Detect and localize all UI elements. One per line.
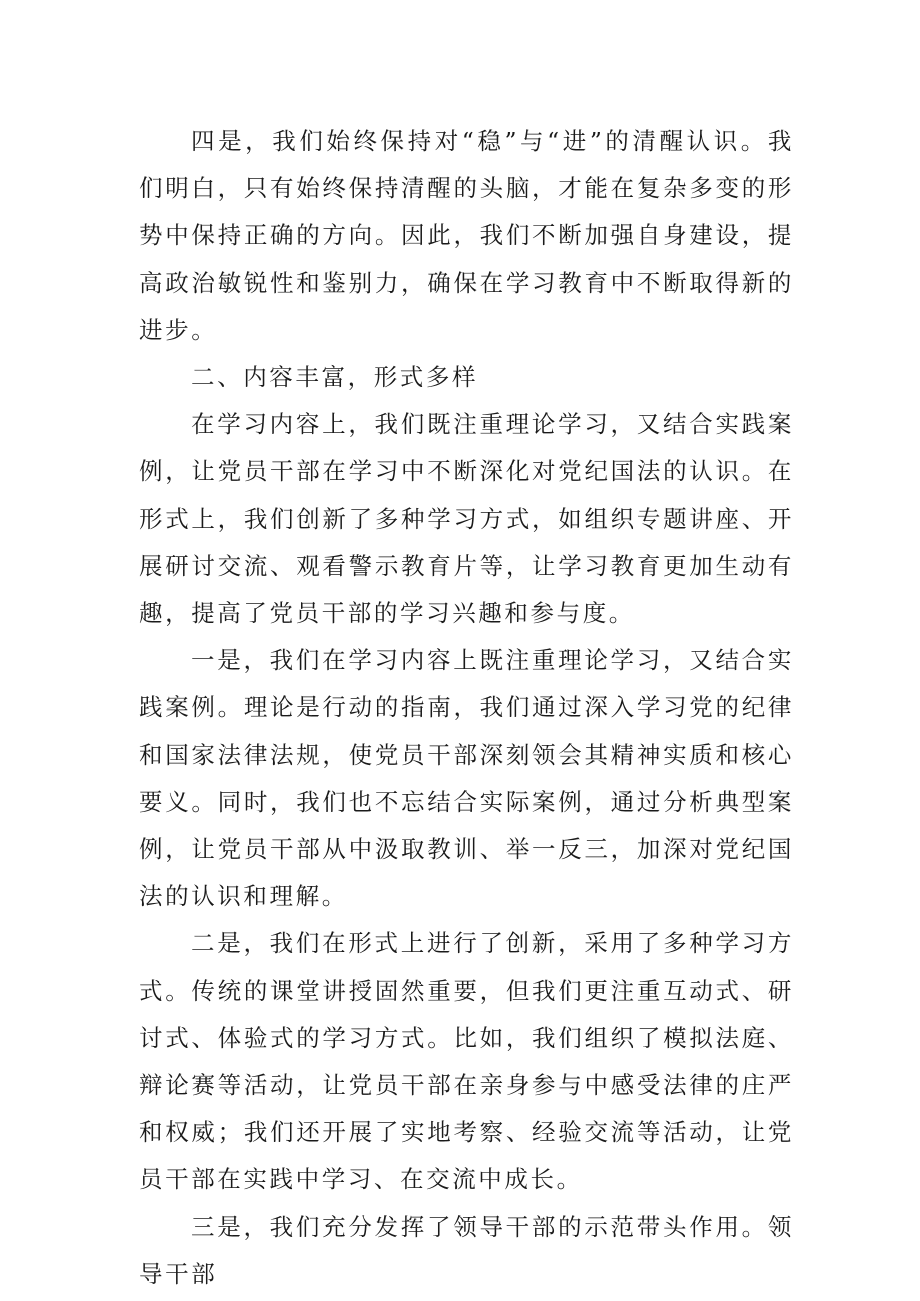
paragraph-section-two-intro: 在学习内容上，我们既注重理论学习，又结合实践案例，让党员干部在学习中不断深化对党纪国法的认识。在形式上，我们创新了多种学习方式，如组织专题讲座、开展研讨交流、观看警示教育片等，让学习教育更加生动有趣，提高了党员干部的学习兴趣和参与度。 bbox=[139, 410, 794, 628]
paragraph-point-two: 二是，我们在形式上进行了创新，采用了多种学习方式。传统的课堂讲授固然重要，但我们更注重互动式、研讨式、体验式的学习方式。比如，我们组织了模拟法庭、辩论赛等活动，让党员干部在亲身参与中感受法律的庄严和权威；我们还开展了实地考察、经验交流等活动，让党员干部在实践中学习、在交流中成长。 bbox=[139, 929, 794, 1194]
document-body bbox=[139, 118, 794, 1298]
paragraph-point-four: 四是，我们始终保持对“稳”与“进”的清醒认识。我们明白，只有始终保持清醒的头脑，才能在复杂多变的形势中保持正确的方向。因此，我们不断加强自身建设，提高政治敏锐性和鉴别力，确保在学习教育中不断取得新的进步。 bbox=[139, 127, 794, 344]
paragraph-point-one: 一是，我们在学习内容上既注重理论学习，又结合实践案例。理论是行动的指南，我们通过深入学习党的纪律和国家法律法规，使党员干部深刻领会其精神实质和核心要义。同时，我们也不忘结合实际案例，通过分析典型案例，让党员干部从中汲取教训、举一反三，加深对党纪国法的认识和理解。 bbox=[139, 646, 794, 911]
paragraph-point-three: 三是，我们充分发挥了领导干部的示范带头作用。领导干部 bbox=[139, 1212, 794, 1288]
section-heading-two: 二、内容丰富，形式多样 bbox=[191, 363, 479, 392]
